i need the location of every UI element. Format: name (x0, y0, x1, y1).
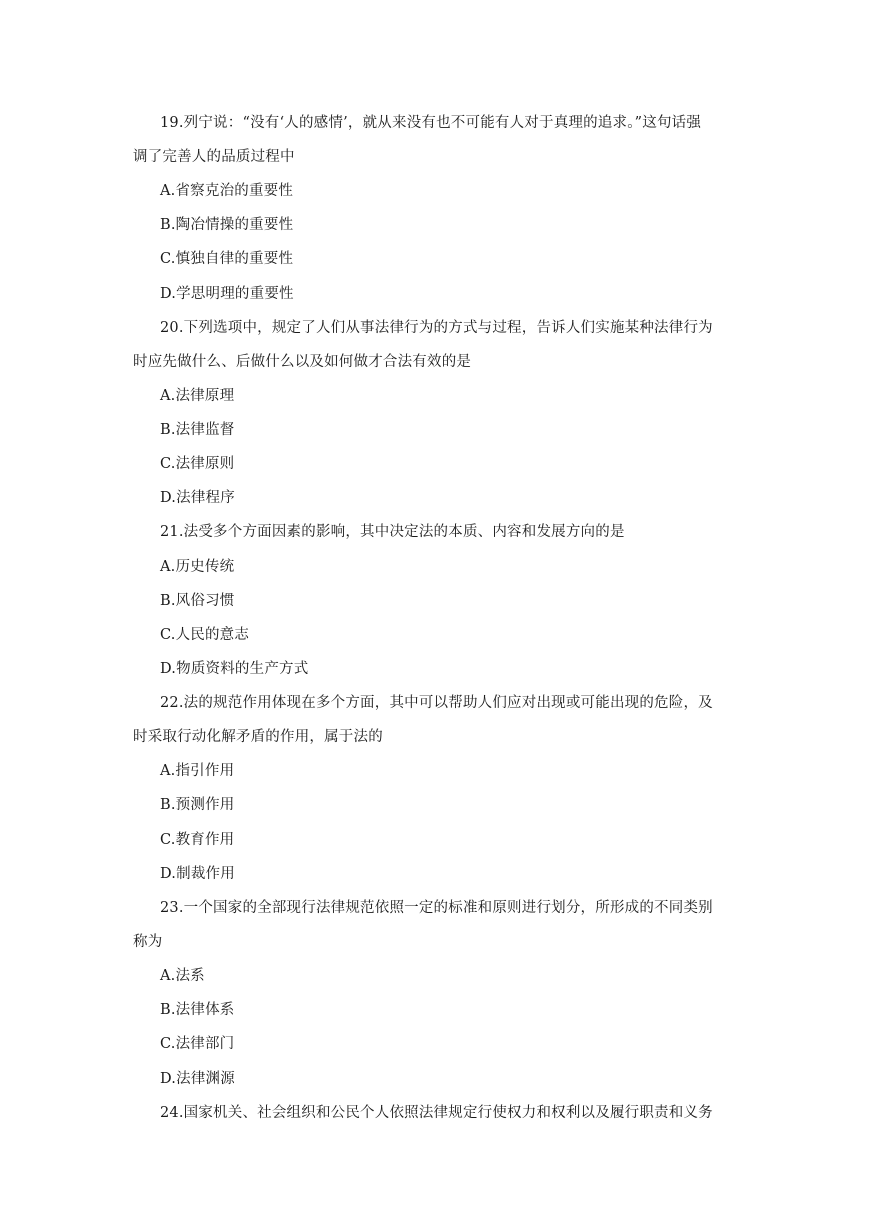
question-21-option-c: C.人民的意志 (160, 627, 250, 643)
question-24-line-1: 24.国家机关、社会组织和公民个人依照法律规定行使权力和权利以及履行职责和义务 (160, 1105, 713, 1121)
question-23-line-2: 称为 (133, 934, 163, 950)
question-21-option-b: B.风俗习惯 (160, 593, 235, 609)
question-22-line-2: 时采取行动化解矛盾的作用，属于法的 (133, 729, 383, 745)
question-22-line-1: 22.法的规范作用体现在多个方面，其中可以帮助人们应对出现或可能出现的危险，及 (160, 695, 713, 711)
question-20-line-2: 时应先做什么、后做什么以及如何做才合法有效的是 (133, 354, 472, 370)
question-20-line-1: 20.下列选项中，规定了人们从事法律行为的方式与过程，告诉人们实施某种法律行为 (160, 320, 713, 336)
question-20-option-c: C.法律原则 (160, 456, 235, 472)
question-21-option-a: A.历史传统 (160, 559, 235, 575)
question-23-line-1: 23.一个国家的全部现行法律规范依照一定的标准和原则进行划分，所形成的不同类别 (160, 900, 713, 916)
question-19-option-a: A.省察克治的重要性 (160, 183, 294, 199)
question-19-option-c: C.慎独自律的重要性 (160, 251, 294, 267)
question-23-option-d: D.法律渊源 (160, 1071, 235, 1087)
question-19-option-b: B.陶冶情操的重要性 (160, 217, 294, 233)
question-22-option-a: A.指引作用 (160, 763, 235, 779)
question-19-option-d: D.学思明理的重要性 (160, 286, 294, 302)
question-23-option-c: C.法律部门 (160, 1036, 235, 1052)
question-22-option-c: C.教育作用 (160, 832, 235, 848)
question-21-line-1: 21.法受多个方面因素的影响，其中决定法的本质、内容和发展方向的是 (160, 524, 625, 540)
question-20-option-b: B.法律监督 (160, 422, 235, 438)
question-19-line-2: 调了完善人的品质过程中 (133, 149, 295, 165)
question-22-option-d: D.制裁作用 (160, 866, 235, 882)
question-19-line-1: 19.列宁说：“没有‘人的感情’，就从来没有也不可能有人对于真理的追求。”这句话强 (160, 115, 702, 131)
question-20-option-d: D.法律程序 (160, 490, 235, 506)
question-22-option-b: B.预测作用 (160, 797, 235, 813)
question-20-option-a: A.法律原理 (160, 388, 235, 404)
question-23-option-a: A.法系 (160, 968, 205, 984)
question-23-option-b: B.法律体系 (160, 1002, 235, 1018)
question-21-option-d: D.物质资料的生产方式 (160, 661, 309, 677)
